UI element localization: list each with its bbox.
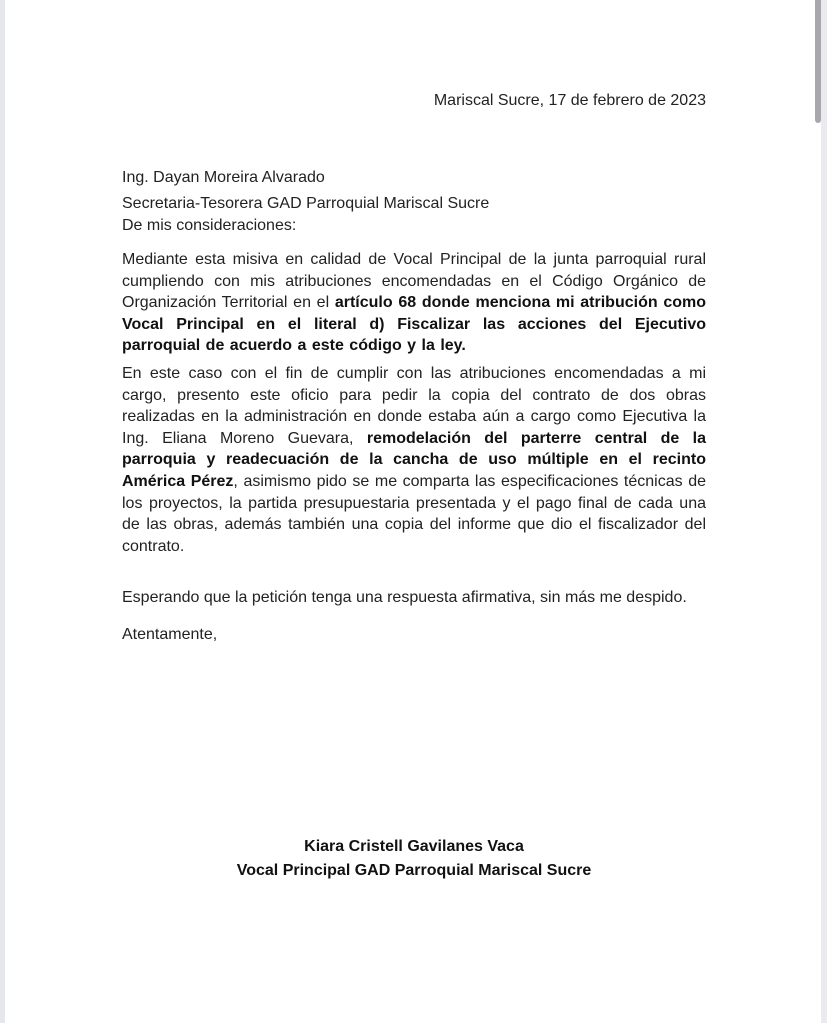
recipient-title: Secretaria-Tesorera GAD Parroquial Mariscal Sucre: [122, 195, 490, 212]
signature-title: Vocal Principal GAD Parroquial Mariscal Sucre: [236, 862, 592, 879]
paragraph-bold-segment: remodelación del parterre central de la parroquia y readecuación de la cancha de uso múltiple en el recinto América Pérez: [122, 429, 706, 490]
scrollbar-thumb[interactable]: [815, 0, 821, 123]
paragraph-text-segment: , asimismo pido se me comparta las especificaciones técnicas de los proyectos, la partida presupuestaria presentada y el pago final de cada una de las obras, además también una copia del informe que dio el fiscalizador del contrato.: [122, 472, 706, 555]
signature-block: [122, 835, 706, 883]
paragraph-bold-segment: artículo 68 donde menciona mi atribución como Vocal Principal en el literal d) Fiscalizar las acciones del Ejecutivo parroquial de acuerdo a este código y la ley.: [122, 294, 706, 355]
page-left-edge: [0, 0, 5, 1023]
salutation-line: De mis consideraciones:: [122, 217, 297, 234]
recipient-name: Ing. Dayan Moreira Alvarado: [122, 169, 325, 186]
paragraph-text-segment: En este caso con el fin de cumplir con las atribuciones encomendadas a mi cargo, presento este oficio para pedir la copia del contrato de dos obras realizadas en la administración en donde estaba aún a cargo como Ejecutiva la Ing. Eliana Moreno Guevara,: [122, 365, 706, 447]
letter-date-line: Mariscal Sucre, 17 de febrero de 2023: [433, 92, 706, 109]
scrollbar-track[interactable]: [821, 0, 827, 1023]
paragraph-text-segment: Mediante esta misiva en calidad de Vocal Principal de la junta parroquial rural cumpliendo con mis atribuciones encomendadas en el Código Orgánico de Organización Territorial en el: [122, 251, 706, 312]
closing-line: Esperando que la petición tenga una respuesta afirmativa, sin más me despido.: [122, 589, 687, 606]
recipient-block: [122, 165, 706, 217]
signature-name: Kiara Cristell Gavilanes Vaca: [304, 838, 524, 855]
body-paragraph-1: [122, 249, 706, 357]
farewell-line: Atentamente,: [122, 626, 218, 643]
body-paragraph-2: [122, 363, 706, 557]
